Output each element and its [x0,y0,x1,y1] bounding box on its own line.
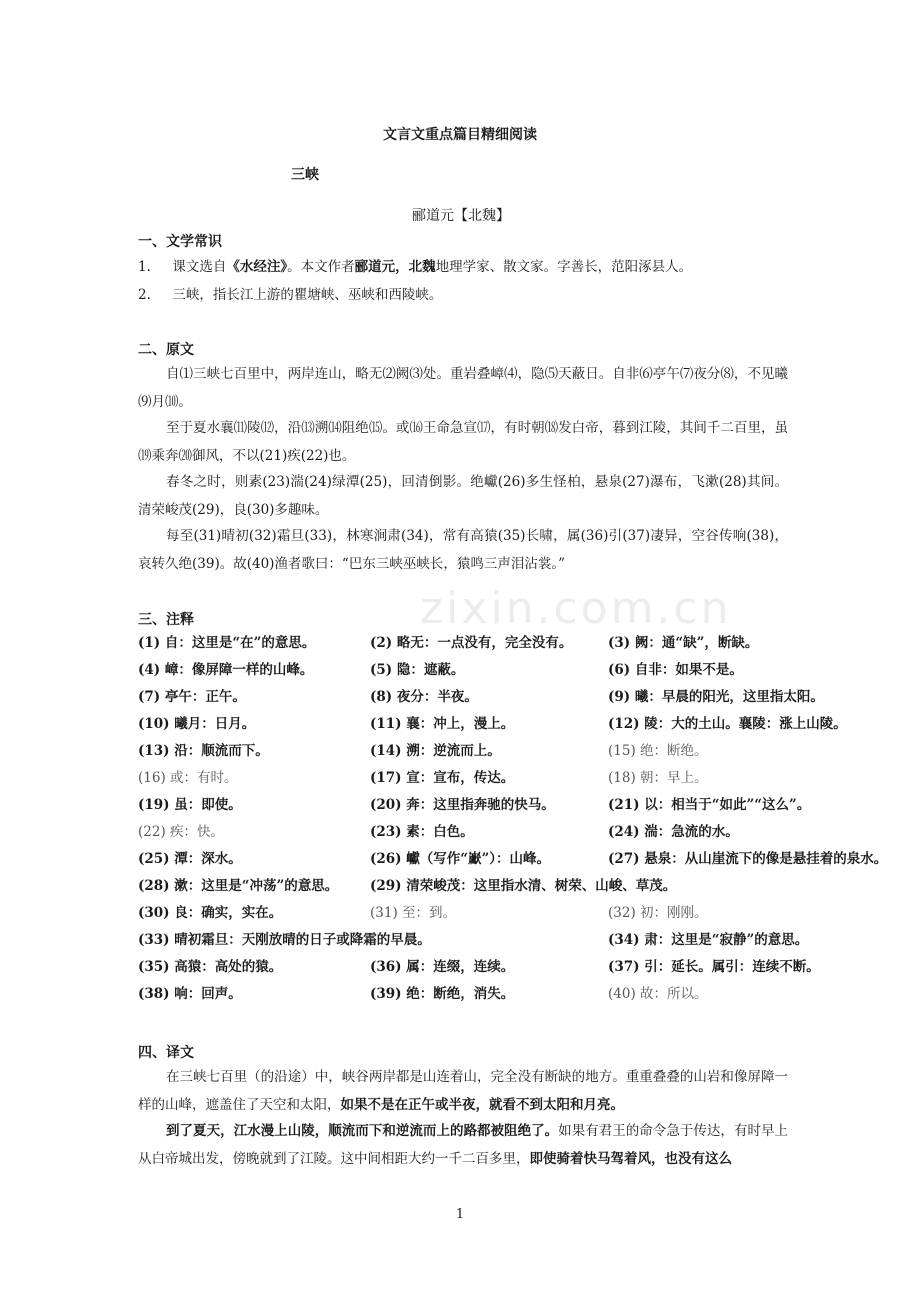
translation-paragraph-2 [138,1117,788,1173]
note-11: (11) 襄：冲上，漫上。 [370,716,515,732]
watermark: zixin.com.cn [420,583,732,634]
translation-text: 如果有君王的命令急于传达，有时早上从白帝城出发，傍晚就到了江陵。这中间相距大约一千二百多里， [138,1123,789,1167]
translation-bold-text: 即使骑着快马驾着风，也没有这么 [529,1151,732,1167]
section-heading-translation: 四、译文 [138,1045,194,1061]
item-text: 课文选自 [172,259,227,275]
item-text: 地理学家、散文家。字善长，范阳涿县人。 [435,259,693,275]
item-bold-source: 《水经注》 [226,259,288,275]
original-paragraph-1: 自⑴三峡七百里中，两岸连山，略无⑵阙⑶处。重岩叠嶂⑷，隐⑸天蔽日。自非⑹亭午⑺夜分⑻，不见曦⑼月⑽。 [138,366,788,410]
note-23: (23) 素：白色。 [370,824,474,840]
notes-row [138,739,898,766]
item-bold-author: 郦道元，北魏 [354,259,436,275]
note-35: (35) 高猿：高处的猿。 [138,959,283,975]
original-paragraph-4: 每至(31)晴初(32)霜旦(33)，林寒涧肃(34)，常有高猿(35)长啸，属(36)引(37)凄异，空谷传响(38)，哀转久绝(39)。故(40)渔者歌曰：“巴东三峡巫峡长，猿鸣三声泪沾裳。” [138,528,788,572]
note-36: (36) 属：连缀，连续。 [370,959,515,975]
section-heading-notes: 三、注释 [138,612,194,628]
note-9: (9) 曦：早晨的阳光，这里指太阳。 [608,689,824,705]
notes-row [138,685,898,712]
note-39: (39) 绝：断绝，消失。 [370,986,515,1002]
notes-row [138,766,898,793]
notes-row [138,982,898,1009]
note-10: (10) 曦月：日月。 [138,716,256,732]
note-13: (13) 沿：顺流而下。 [138,743,269,759]
note-21: (21) 以：相当于“如此”“这么”。 [608,797,811,813]
translation-paragraph-1 [138,1063,788,1119]
note-3: (3) 阙：通“缺”，断缺。 [608,635,759,651]
document-subtitle: 三峡 [291,167,319,183]
note-22: (22) 疾：快。 [138,824,225,840]
section-heading-original: 二、原文 [138,342,194,358]
note-29: (29) 清荣峻茂：这里指水清、树荣、山峻、草茂。 [370,878,677,894]
note-17: (17) 宣：宣布，传达。 [370,770,515,786]
note-34: (34) 肃：这里是“寂静”的意思。 [608,932,809,948]
item-number: 2. [138,287,151,303]
note-8: (8) 夜分：半夜。 [370,689,478,705]
note-31: (31) 至：到。 [370,905,457,921]
note-16: (16) 或：有时。 [138,770,238,786]
note-30: (30) 良：确实，实在。 [138,905,283,921]
notes-row [138,955,898,982]
item-number: 1. [138,259,151,275]
item-text: 。本文作者 [287,259,355,275]
translation-text: 在三峡七百里（的沿途）中，峡谷两岸都是山连着山，完全没有断缺的地方。重重叠叠的山岩和像屏障一样的山峰，遮盖住了天空和太阳， [138,1069,788,1113]
note-1: (1) 自：这里是“在”的意思。 [138,635,316,651]
note-19: (19) 虽：即使。 [138,797,242,813]
translation-bold-text: 如果不是在正午或半夜，就看不到太阳和月亮。 [340,1097,624,1113]
section-heading-literary: 一、文学常识 [138,234,222,250]
note-24: (24) 湍：急流的水。 [608,824,739,840]
note-12: (12) 陵：大的土山。襄陵：涨上山陵。 [608,716,847,732]
notes-row [138,874,898,901]
literary-item-2 [138,285,442,305]
notes-row [138,928,898,955]
note-37: (37) 引：延长。属引：连续不断。 [608,959,820,975]
note-25: (25) 潭：深水。 [138,851,242,867]
note-5: (5) 隐：遮蔽。 [370,662,465,678]
note-18: (18) 朝：早上。 [608,770,708,786]
note-33: (33) 晴初霜旦：天刚放晴的日子或降霜的早晨。 [138,932,431,948]
note-15: (15) 绝：断绝。 [608,743,708,759]
author-line: 郦道元【北魏】 [412,208,510,224]
note-32: (32) 初：刚刚。 [608,905,708,921]
notes-row [138,658,898,685]
notes-row [138,820,898,847]
note-6: (6) 自非：如果不是。 [608,662,743,678]
item-text: 三峡，指长江上游的瞿塘峡、巫峡和西陵峡。 [172,287,443,303]
page-number: 1 [455,1207,465,1222]
document-title: 文言文重点篇目精细阅读 [383,127,537,143]
note-26: (26) 巘（写作“巚”）：山峰。 [370,851,551,867]
original-paragraph-3: 春冬之时，则素(23)湍(24)绿潭(25)，回清倒影。绝巘(26)多生怪柏，悬泉(27)瀑布，飞漱(28)其间。清荣峻茂(29)，良(30)多趣味。 [138,474,788,518]
notes-row [138,847,898,874]
notes-row [138,631,898,658]
note-20: (20) 奔：这里指奔驰的快马。 [370,797,555,813]
original-paragraph-2: 至于夏水襄⑾陵⑿，沿⒀溯⒁阻绝⒂。或⒃王命急宣⒄，有时朝⒅发白帝，暮到江陵，其间千二百里，虽⒆乘奔⒇御风，不以(21)疾(22)也。 [138,420,788,464]
note-38: (38) 响：回声。 [138,986,242,1002]
note-4: (4) 嶂：像屏障一样的山峰。 [138,662,314,678]
translation-bold-text: 到了夏天，江水漫上山陵，顺流而下和逆流而上的路都被阻绝了。 [166,1123,559,1139]
note-14: (14) 溯：逆流而上。 [370,743,501,759]
notes-row [138,901,898,928]
note-27: (27) 悬泉：从山崖流下的像是悬挂着的泉水。 [608,851,888,867]
notes-row [138,793,898,820]
notes-row [138,712,898,739]
note-40: (40) 故：所以。 [608,986,708,1002]
note-28: (28) 漱：这里是“冲荡”的意思。 [138,878,339,894]
notes-table [138,631,898,1009]
literary-item-1 [138,257,692,277]
note-2: (2) 略无：一点没有，完全没有。 [370,635,573,651]
note-7: (7) 亭午：正午。 [138,689,246,705]
